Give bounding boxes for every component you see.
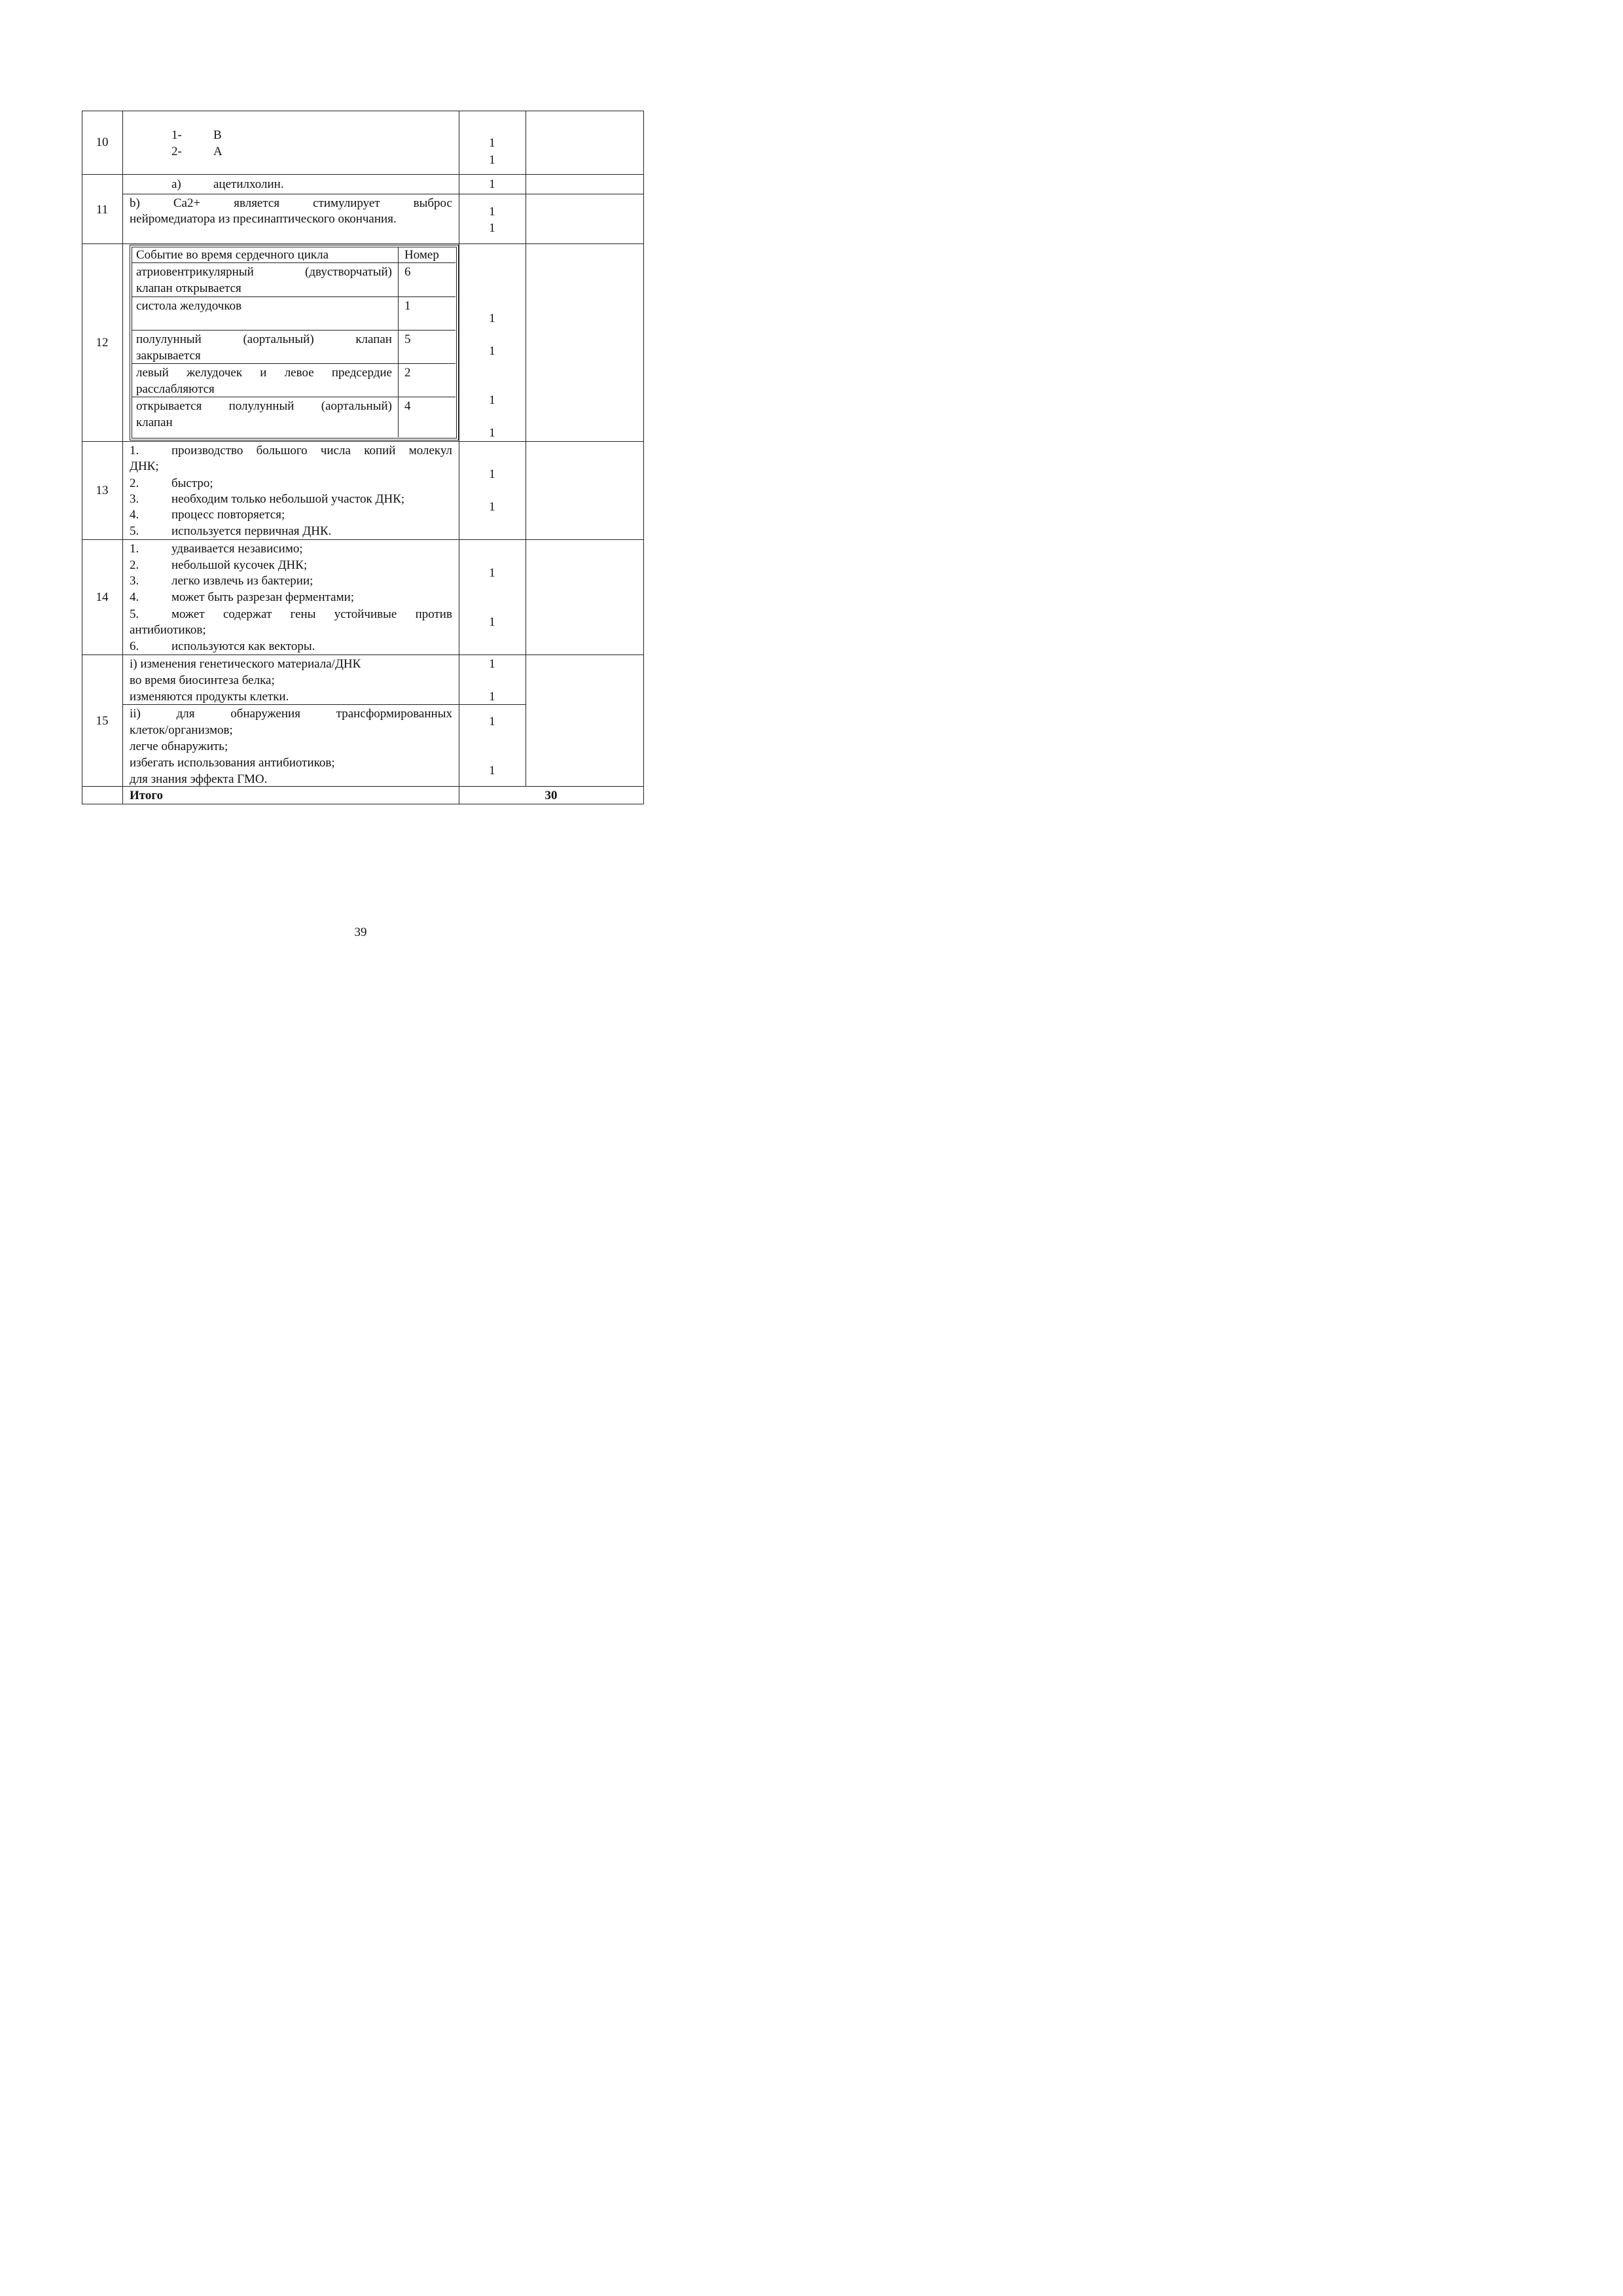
row-divider [82,174,644,175]
word: копий [364,444,396,457]
answer-value: A [213,145,223,158]
word: (аортальный) [243,332,314,346]
item-text: ДНК; [130,459,159,473]
answer-value: B [213,128,222,142]
word: b) [130,196,140,210]
nested-row-divider [132,330,455,331]
answer-label: a) [171,177,181,191]
answer-text: нейромедиатора из пресинаптического окончания. [130,212,397,226]
score: 1 [489,764,495,778]
event-text-justified [136,332,392,348]
event-text: систола желудочков [136,299,242,313]
score: 1 [489,690,495,704]
item-text: быстро; [171,476,213,490]
score: 1 [489,312,495,325]
score: 1 [489,467,495,481]
word: (аортальный) [321,399,392,413]
answer-label: 1- [171,128,182,142]
answer-text: легче обнаружить; [130,740,228,753]
item-number: 3. [130,574,139,588]
word: большого [256,444,308,457]
word: (двустворчатый) [305,265,392,279]
word: ii) [130,707,141,721]
item-text: легко извлечь из бактерии; [171,574,313,588]
event-text: расслабляются [136,382,215,396]
score: 1 [489,715,495,728]
item-number: 4. [130,590,139,604]
nested-header-number: Номер [404,248,439,262]
word: для [176,707,195,721]
item-number: 3. [130,492,139,506]
nested-header-event: Событие во время сердечного цикла [136,248,329,262]
score: 1 [489,153,495,167]
total-label: Итого [130,789,164,802]
word: трансформированных [336,707,452,721]
score: 1 [489,566,495,580]
word: может [171,607,205,621]
word: молекул [408,444,452,457]
word: выброс [413,196,452,210]
score: 1 [489,205,495,219]
item-text: используется первичная ДНК. [171,524,332,538]
word: производство [171,444,243,457]
answer-text: для знания эффекта ГМО. [130,772,268,786]
answer-text: избегать использования антибиотиков; [130,756,335,770]
row-number: 10 [96,135,109,149]
word: левое [284,366,314,380]
item-number: 5. [130,524,139,538]
word: против [415,607,452,621]
item-number: 1. [130,444,139,457]
event-text: закрывается [136,349,201,363]
word: желудочек [187,366,243,380]
word: и [260,366,267,380]
row-number: 15 [96,714,109,728]
item-text: небольшой кусочек ДНК; [171,558,308,572]
item-text: может быть разрезан ферментами; [171,590,355,604]
word: открывается [136,399,202,413]
item-number: 1. [130,542,139,556]
score: 1 [489,426,495,440]
score: 1 [489,393,495,407]
word: числа [320,444,351,457]
item-text: процесс повторяется; [171,508,285,522]
nested-row-divider [132,296,455,297]
score: 1 [489,615,495,629]
word: полулунный [228,399,294,413]
answer-text-justified [130,706,452,722]
row-number: 12 [96,336,109,350]
item-number: 2. [130,476,139,490]
answer-text: во время биосинтеза белка; [130,673,275,687]
word: левый [136,366,169,380]
answer-label: 2- [171,145,182,158]
total-value: 30 [544,789,558,802]
item-number: 6. [130,639,139,653]
row-divider [82,441,644,442]
nested-column-divider [398,247,399,437]
row-divider [82,539,644,540]
item-text: необходим только небольшой участок ДНК; [171,492,405,506]
answer-text-justified [130,196,452,211]
event-text-justified [136,365,392,381]
word: содержат [223,607,272,621]
row-number: 11 [96,203,109,217]
event-text: клапан открывается [136,281,241,295]
event-number: 4 [404,399,411,413]
score: 1 [489,177,495,191]
word: устойчивые [334,607,397,621]
page-number: 39 [354,925,367,939]
event-text: клапан [136,416,173,429]
word: является [234,196,280,210]
item-number: 5. [130,607,139,621]
table-border-right [643,111,644,804]
event-number: 5 [404,332,411,346]
row-number: 14 [96,590,109,604]
row-divider [82,243,644,244]
score: 1 [489,500,495,514]
row-number: 13 [96,484,109,497]
answer-text: клеток/организмов; [130,723,233,737]
item-text: удваивается независимо; [171,542,303,556]
item-number: 4. [130,508,139,522]
score: 1 [489,136,495,150]
answer-text: изменяются продукты клетки. [130,690,289,704]
score: 1 [489,657,495,671]
word: полулунный [136,332,202,346]
word: Ca2+ [173,196,201,210]
answer-text: ацетилхолин. [213,177,284,191]
event-number: 6 [404,265,411,279]
event-text-justified [136,399,392,414]
score: 1 [489,221,495,235]
word: стимулирует [313,196,380,210]
word: атриовентрикулярный [136,265,254,279]
word: гены [290,607,316,621]
word: клапан [355,332,392,346]
word: предсердие [331,366,392,380]
score: 1 [489,344,495,358]
event-number: 1 [404,299,411,313]
answer-text: i) изменения генетического материала/ДНК [130,657,361,671]
item-text: используются как векторы. [171,639,315,653]
item-number: 2. [130,558,139,572]
word: обнаружения [230,707,300,721]
column-divider [122,111,123,804]
item-text: антибиотиков; [130,623,206,637]
item-text-justified [171,443,452,459]
event-number: 2 [404,366,411,380]
event-text-justified [136,264,392,280]
item-text-justified [171,607,452,622]
